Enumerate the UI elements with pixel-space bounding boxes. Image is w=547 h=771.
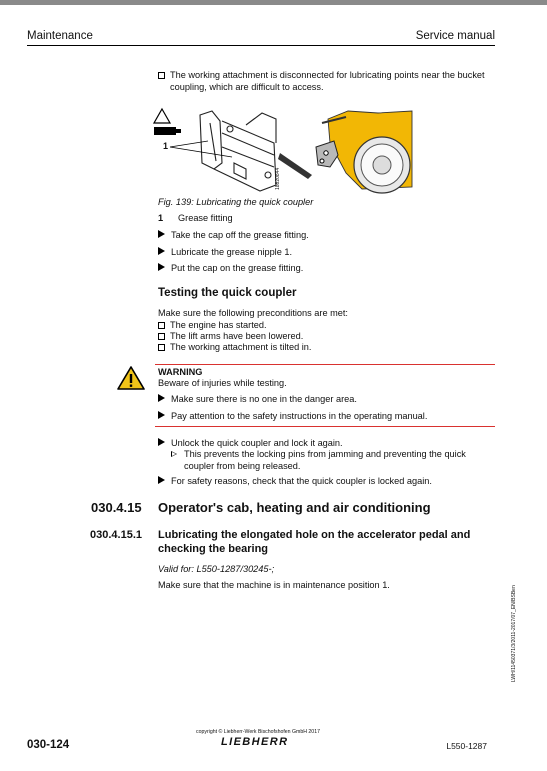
figure-legend [158, 213, 233, 225]
checkbox-icon [158, 333, 165, 340]
header-section: Maintenance [27, 30, 93, 42]
step-arrow-icon [158, 247, 165, 255]
figure-caption: Fig. 139: Lubricating the quick coupler [158, 197, 314, 207]
subsection-text: Make sure that the machine is in maintenance position 1. [158, 580, 390, 590]
step-arrow-icon [158, 476, 165, 484]
top-bar [0, 0, 547, 5]
section-number: 030.4.15 [91, 500, 142, 515]
liebherr-logo: LIEBHERR [221, 736, 289, 748]
footer-copyright: copyright © Liebherr-Werk Bischofshofen GmbH 2017 [196, 729, 320, 735]
warning-top-rule [155, 364, 495, 365]
warning-triangle-icon [116, 365, 146, 396]
legend-number: 1 [158, 213, 164, 223]
section-title: Operator's cab, heating and air conditioning [158, 500, 431, 515]
figure [150, 103, 450, 199]
legend-text: Grease fitting [178, 213, 233, 223]
condition-2: The lift arms have been lowered. [158, 331, 303, 343]
condition-1: The engine has started. [158, 320, 267, 332]
step-arrow-icon [158, 263, 165, 271]
step-arrow-icon [158, 438, 165, 446]
warning-step-1: Make sure there is no one in the danger area. [158, 394, 357, 406]
testing-title: Testing the quick coupler [158, 287, 297, 299]
step-unlock: Unlock the quick coupler and lock it again. [158, 438, 343, 450]
quick-coupler-drawing [200, 111, 276, 191]
page-number: 030-124 [27, 739, 70, 751]
step-arrow-icon [158, 394, 165, 402]
valid-for: Valid for: L550-1287/30245-; [158, 564, 275, 574]
warning-bottom-rule [155, 426, 495, 427]
result-arrow-icon [171, 451, 177, 457]
header-doc: Service manual [415, 30, 495, 42]
figure-illustration [150, 103, 450, 199]
warning-title: WARNING [158, 367, 203, 377]
step-1: Take the cap off the grease fitting. [158, 230, 309, 242]
checkbox-icon [158, 344, 165, 351]
figure-callout-1: 1 [163, 141, 169, 151]
intro-item-text: The working attachment is disconnected for lubricating points near the bucket coupling, which are difficult to access. [170, 70, 485, 92]
step-check: For safety reasons, check that the quick coupler is locked again. [158, 476, 432, 488]
side-document-code: LWH/11450371/3/2011-2017/07_EN/BSBen [511, 585, 517, 682]
step-3: Put the cap on the grease fitting. [158, 263, 303, 275]
testing-intro: Make sure the following preconditions are met: [158, 308, 348, 318]
wheel-loader-drawing [316, 111, 412, 193]
lubrication-symbol-icon [154, 109, 181, 135]
subsection-number: 030.4.15.1 [90, 529, 142, 541]
header-rule [27, 45, 495, 46]
footer-model: L550-1287 [446, 741, 487, 751]
warning-step-2: Pay attention to the safety instructions in the operating manual. [158, 411, 427, 423]
condition-3: The working attachment is tilted in. [158, 342, 311, 354]
step-arrow-icon [158, 230, 165, 238]
subsection-title: Lubricating the elongated hole on the accelerator pedal and checking the bearing [158, 529, 471, 555]
intro-item [158, 70, 498, 93]
checkbox-icon [158, 72, 165, 79]
step-2: Lubricate the grease nipple 1. [158, 247, 292, 259]
step-arrow-icon [158, 411, 165, 419]
checkbox-icon [158, 322, 165, 329]
warning-text: Beware of injuries while testing. [158, 378, 287, 388]
step-result: This prevents the locking pins from jamming and preventing the quick coupler from being released. [171, 449, 471, 472]
figure-image-code: 18820844 [275, 167, 281, 190]
